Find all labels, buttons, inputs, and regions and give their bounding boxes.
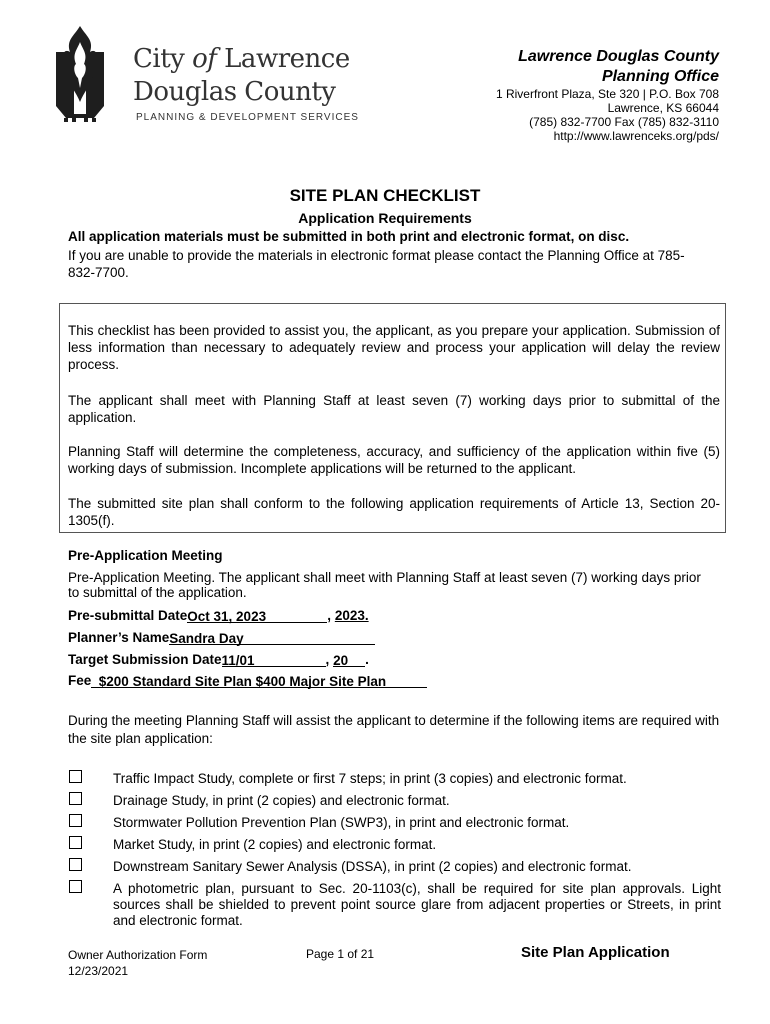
planner-name-label: Planner’s Name bbox=[68, 630, 170, 645]
fee-input[interactable]: $200 Standard Site Plan $400 Major Site Plan bbox=[91, 674, 427, 688]
checkbox-traffic-study[interactable] bbox=[69, 770, 82, 783]
requirements-bold-note: All application materials must be submitted in both print and electronic format, on disc. bbox=[68, 229, 630, 244]
checklist-item: Downstream Sanitary Sewer Analysis (DSSA), in print (2 copies) and electronic format. bbox=[113, 859, 632, 874]
planner-name-input[interactable]: Sandra Day bbox=[169, 631, 375, 645]
office-address-1: 1 Riverfront Plaza, Ste 320 | P.O. Box 708 bbox=[495, 87, 719, 101]
presubmittal-year-input[interactable]: 2023. bbox=[334, 608, 369, 623]
info-paragraph-1: This checklist has been provided to assist you, the applicant, as you prepare your application. Submission of less information than necessary to adequately review and process your application will delay the review process. bbox=[68, 323, 720, 372]
checkbox-swp3[interactable] bbox=[69, 814, 82, 827]
info-paragraph-2: The applicant shall meet with Planning Staff at least seven (7) working days prior to submittal of the application. bbox=[68, 393, 720, 425]
office-address-block bbox=[496, 47, 719, 143]
checklist-item: Market Study, in print (2 copies) and electronic format. bbox=[113, 837, 437, 852]
info-paragraph-3: Planning Staff will determine the completeness, accuracy, and sufficiency of the application within five (5) working days of submission. Incomplete applications will be returned to the applicant. bbox=[68, 444, 720, 476]
checklist-item: Drainage Study, in print (2 copies) and electronic format. bbox=[113, 793, 450, 808]
office-url-link[interactable]: http://www.lawrenceks.org/pds/ bbox=[553, 129, 719, 143]
page-subtitle: Application Requirements bbox=[298, 210, 472, 226]
checkbox-drainage-study[interactable] bbox=[69, 792, 82, 805]
presubmittal-date-label: Pre-submittal Date bbox=[68, 608, 188, 623]
fee-field bbox=[68, 673, 427, 688]
footer-page-number: Page 1 of 21 bbox=[306, 947, 375, 961]
footer-document-name: Site Plan Application bbox=[521, 944, 670, 961]
office-address-2: Lawrence, KS 66044 bbox=[607, 101, 719, 115]
target-submission-field: Target Submission Date11/01 , 20 . bbox=[68, 652, 369, 668]
target-submission-label: Target Submission Date bbox=[68, 652, 222, 667]
target-submission-input[interactable]: 11/01 bbox=[222, 653, 326, 667]
footer-form-info bbox=[68, 947, 207, 979]
target-year-input[interactable]: 20 bbox=[333, 653, 365, 667]
planner-name-field bbox=[68, 630, 375, 645]
city-flame-logo-icon bbox=[50, 22, 110, 122]
info-paragraph-4: The submitted site plan shall conform to the following application requirements of Article 13, Section 20-1305(f). bbox=[68, 496, 720, 528]
during-meeting-text: During the meeting Planning Staff will assist the applicant to determine if the following items are required with the site plan application: bbox=[68, 713, 720, 746]
presubmittal-date-input[interactable]: Oct 31, 2023 bbox=[187, 609, 327, 623]
presubmittal-date-field: Pre-submittal DateOct 31, 2023 , 2023. bbox=[68, 608, 369, 624]
checklist-item: Traffic Impact Study, complete or first 7 steps; in print (3 copies) and electronic format. bbox=[113, 771, 627, 786]
footer-form-name: Owner Authorization Form bbox=[68, 948, 208, 962]
logo-text-city: City of Lawrence bbox=[133, 44, 350, 74]
page-title: SITE PLAN CHECKLIST bbox=[289, 186, 481, 205]
fee-label: Fee bbox=[68, 673, 92, 688]
office-name: Lawrence Douglas County bbox=[518, 48, 719, 65]
checkbox-photometric-plan[interactable] bbox=[69, 880, 82, 893]
office-phone: (785) 832-7700 Fax (785) 832-3110 bbox=[529, 115, 719, 129]
office-name-2: Planning Office bbox=[601, 68, 719, 85]
logo-text-county: Douglas County bbox=[133, 77, 336, 107]
checkbox-market-study[interactable] bbox=[69, 836, 82, 849]
pre-application-heading: Pre-Application Meeting bbox=[68, 548, 223, 563]
checklist-item: Stormwater Pollution Prevention Plan (SWP3), in print and electronic format. bbox=[113, 815, 570, 830]
footer-date: 12/23/2021 bbox=[68, 964, 129, 978]
checkbox-dssa[interactable] bbox=[69, 858, 82, 871]
logo-text-department: PLANNING & DEVELOPMENT SERVICES bbox=[136, 112, 359, 123]
requirements-contact-note: If you are unable to provide the materials in electronic format please contact the Planning Office at 785-832-7700. bbox=[68, 248, 685, 280]
checklist-item: A photometric plan, pursuant to Sec. 20-1103(c), shall be required for site plan approvals. Light sources shall be shielded to prevent point source glare from adjacent properties or Streets, in print and electronic format. bbox=[113, 881, 721, 928]
pre-application-text: Pre-Application Meeting. The applicant shall meet with Planning Staff at least seven (7) working days prior to submittal of the application. bbox=[68, 570, 701, 600]
